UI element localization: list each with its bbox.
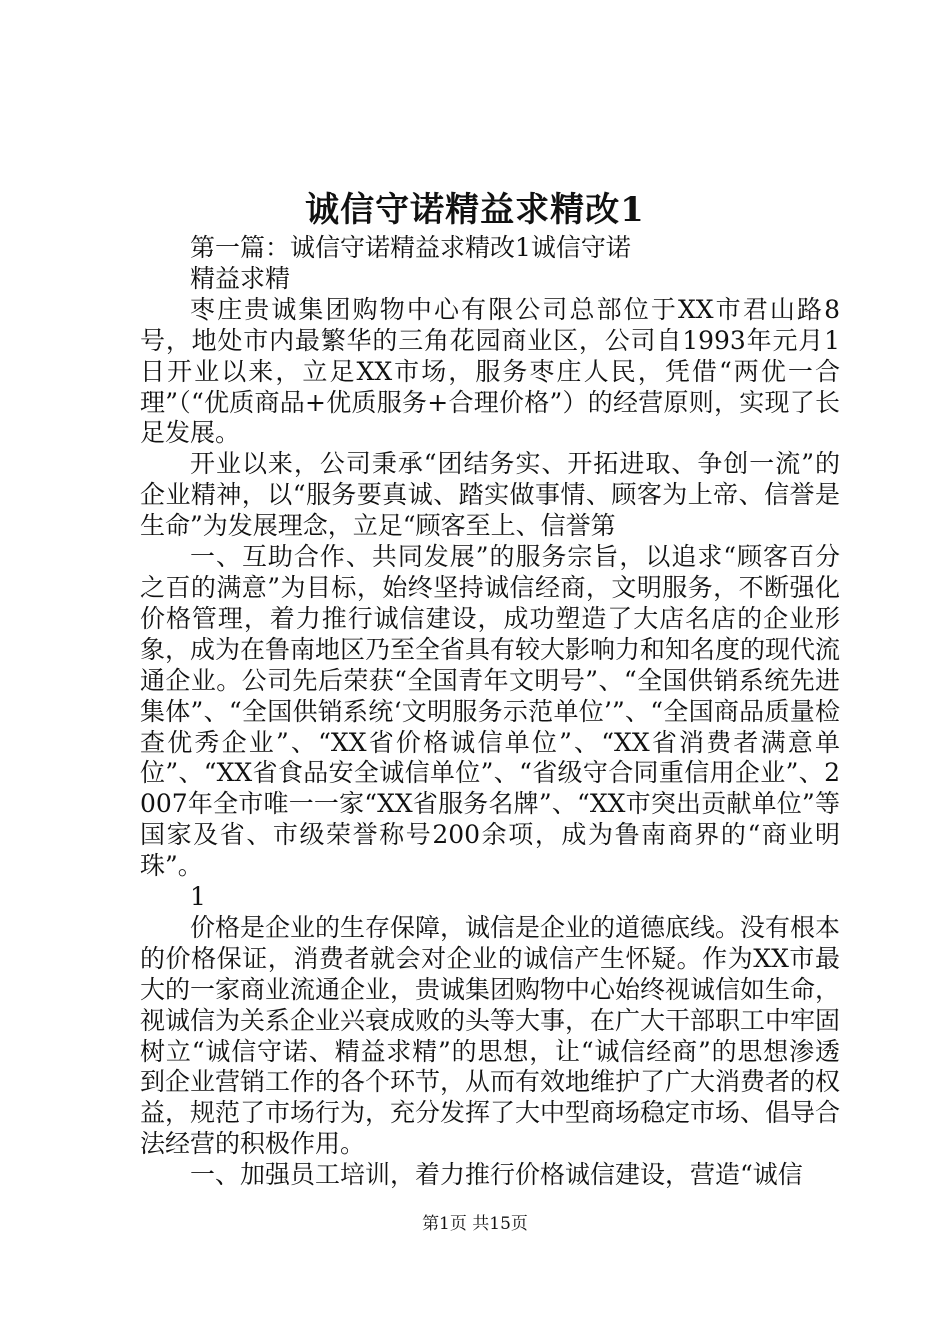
document-body: [140, 233, 840, 1191]
paragraph-7: 一、加强员工培训，着力推行价格诚信建设，营造“诚信: [190, 1160, 803, 1190]
paragraph-6: 价格是企业的生存保障，诚信是企业的道德底线。没有根本的价格保证，消费者就会对企业的诚信产生怀疑。作为XX市最大的一家商业流通企业，贵诚集团购物中心始终视诚信如生命，视诚信为关系企业兴衰成败的头等大事，在广大干部职工中牢固树立“诚信守诺、精益求精”的思想，让“诚信经商”的思想渗透到企业营销工作的各个环节，从而有效地维护了广大消费者的权益，规范了市场行为，充分发挥了大中型商场稳定市场、倡导合法经营的积极作用。: [140, 912, 841, 1159]
inline-page-number: 1: [190, 882, 206, 912]
paragraph-5: 一、互助合作、共同发展”的服务宗旨，以追求“顾客百分之百的满意”为目标，始终坚持诚信经商，文明服务，不断强化价格管理，着力推行诚信建设，成功塑造了大店名店的企业形象，成为在鲁南地区乃至全省具有较大影响力和知名度的现代流通企业。公司先后荣获“全国青年文明号”、“全国供销系统先进集体”、“全国供销系统‘文明服务示范单位’”、“全国商品质量检查优秀企业”、“XX省价格诚信单位”、“XX省消费者满意单位”、“XX省食品安全诚信单位”、“省级守合同重信用企业”、2007年全市唯一一家“XX省服务名牌”、“XX市突出贡献单位”等国家及省、市级荣誉称号200余项，成为鲁南商界的“商业明珠”。: [140, 542, 841, 881]
page-footer: 第1页 共15页: [422, 1214, 528, 1234]
paragraph-2: 精益求精: [190, 263, 291, 293]
document-title: 诚信守诺精益求精改1: [305, 190, 645, 230]
paragraph-4: 开业以来，公司秉承“团结务实、开拓进取、争创一流”的企业精神，以“服务要真诚、踏实做事情、顾客为上帝、信誉是生命”为发展理念，立足“顾客至上、信誉第: [140, 449, 840, 541]
paragraph-3: 枣庄贵诚集团购物中心有限公司总部位于XX市君山路8号，地处市内最繁华的三角花园商业区，公司自1993年元月1日开业以来，立足XX市场，服务枣庄人民，凭借“两优一合理”（“优质商品+优质服务+合理价格”）的经营原则，实现了长足发展。: [140, 294, 840, 448]
paragraph-1: 第一篇：诚信守诺精益求精改1诚信守诺: [190, 233, 631, 262]
